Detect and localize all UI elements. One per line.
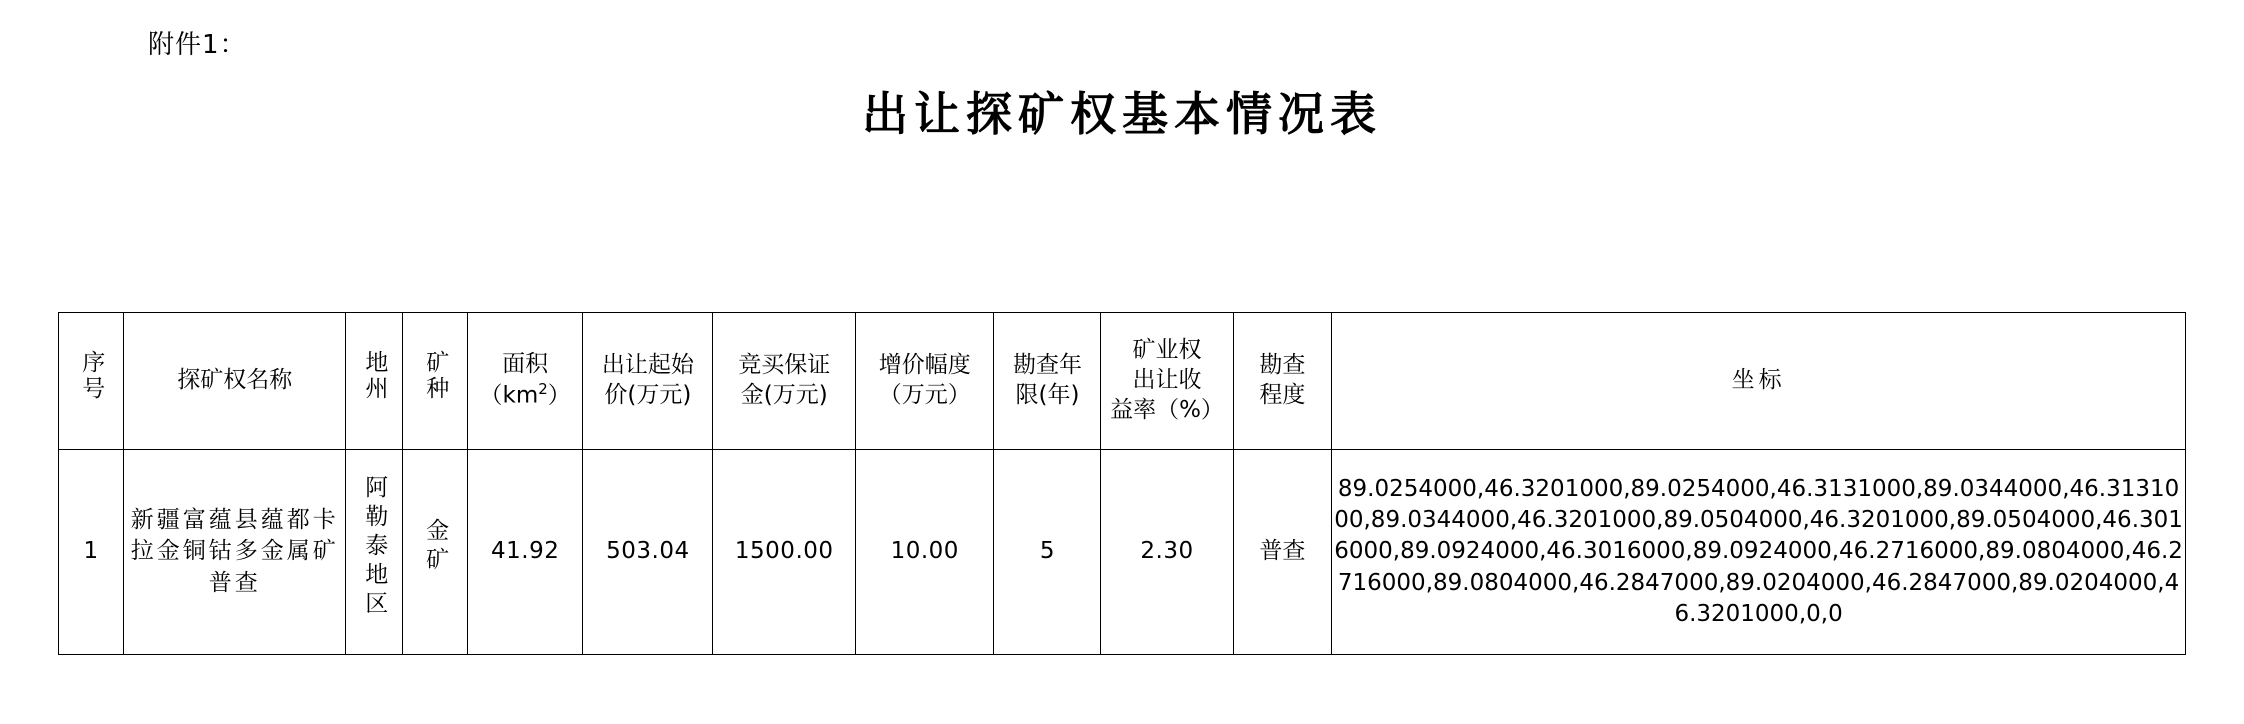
cell-start-price: 503.04 xyxy=(583,450,713,655)
header-years xyxy=(994,313,1101,450)
header-index xyxy=(59,313,124,450)
header-coords-label: 坐标 xyxy=(1731,367,1786,394)
header-years-line2: 限(年) xyxy=(1015,382,1080,408)
header-start-price-line2: 价(万元) xyxy=(604,382,692,408)
cell-degree: 普查 xyxy=(1233,450,1332,655)
header-region xyxy=(346,313,403,450)
header-deposit-line1: 竞买保证 xyxy=(738,352,831,379)
cell-region xyxy=(346,450,403,655)
header-increment-line2: （万元） xyxy=(878,382,971,408)
header-area-unit-open: （km xyxy=(479,382,539,409)
header-index-label: 序号 xyxy=(78,350,105,403)
header-mineral-label: 矿种 xyxy=(422,350,449,403)
cell-mineral-label: 金矿 xyxy=(422,518,449,577)
header-mineral xyxy=(402,313,467,450)
header-region-label: 地州 xyxy=(361,350,388,403)
header-deposit-line2: 金(万元) xyxy=(740,382,828,408)
header-area-label-line1: 面积 xyxy=(502,351,549,378)
cell-deposit: 1500.00 xyxy=(713,450,856,655)
mining-rights-table xyxy=(58,312,2186,655)
header-years-line1: 勘查年 xyxy=(1012,352,1082,379)
header-increment-line1: 增价幅度 xyxy=(878,352,971,379)
attachment-label: 附件1： xyxy=(148,30,247,60)
header-area-unit-close: ） xyxy=(547,382,571,409)
cell-area: 41.92 xyxy=(468,450,583,655)
header-degree-line1: 勘查 xyxy=(1259,352,1306,379)
header-area xyxy=(468,313,583,450)
page-title: 出让探矿权基本情况表 xyxy=(862,87,1382,141)
header-rate-line3: 益率（%） xyxy=(1110,396,1224,423)
cell-region-label: 阿勒泰地区 xyxy=(361,474,388,620)
header-name-label: 探矿权名称 xyxy=(177,367,293,394)
cell-increment: 10.00 xyxy=(856,450,994,655)
table-row xyxy=(59,450,2186,655)
header-rate-line1: 矿业权 xyxy=(1132,337,1202,364)
header-degree xyxy=(1233,313,1332,450)
mining-rights-table-container xyxy=(58,312,2186,655)
cell-index: 1 xyxy=(59,450,124,655)
table-header-row xyxy=(59,313,2186,450)
header-rate xyxy=(1101,313,1233,450)
header-area-label-line2 xyxy=(470,380,580,412)
header-start-price xyxy=(583,313,713,450)
header-deposit xyxy=(713,313,856,450)
header-start-price-line1: 出让起始 xyxy=(601,352,694,379)
header-name xyxy=(124,313,346,450)
header-increment xyxy=(856,313,994,450)
cell-mineral xyxy=(402,450,467,655)
header-rate-line2: 出让收 xyxy=(1132,367,1202,394)
cell-rate: 2.30 xyxy=(1101,450,1233,655)
cell-coords: 89.0254000,46.3201000,89.0254000,46.3131000,89.0344000,46.3131000,89.0344000,46.3201000,89.0504000,46.3201000,89.0504000,46.3016000,89.0924000,46.3016000,89.0924000,46.2716000,89.0804000,46.2716000,89.0804000,46.2847000,89.0204000,46.2847000,89.0204000,46.3201000,0,0 xyxy=(1332,450,2186,655)
header-coords xyxy=(1332,313,2186,450)
header-area-exponent: 2 xyxy=(538,380,548,399)
cell-years: 5 xyxy=(994,450,1101,655)
cell-name: 新疆富蕴县蕴都卡拉金铜钴多金属矿普查 xyxy=(124,450,346,655)
header-degree-line2: 程度 xyxy=(1259,382,1306,408)
